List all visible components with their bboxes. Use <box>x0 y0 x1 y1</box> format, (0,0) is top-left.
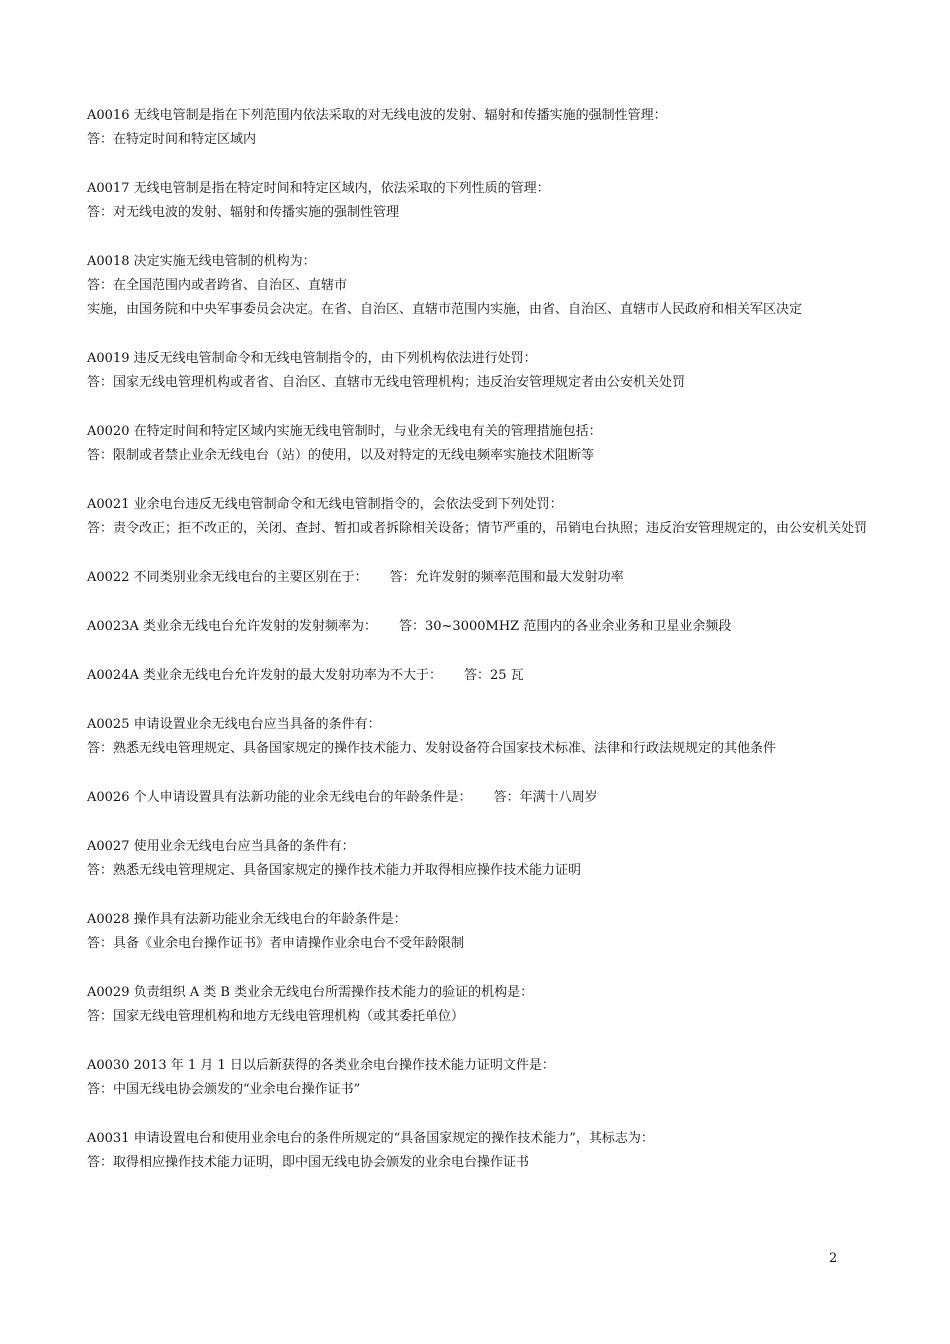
answer-text: 答：中国无线电协会颁发的“业余电台操作证书” <box>87 1082 361 1097</box>
answer-text: 答：国家无线电管理机构和地方无线电管理机构（或其委托单位） <box>87 1009 465 1024</box>
answer-text: 答：熟悉无线电管理规定、具备国家规定的操作技术能力、发射设备符合国家技术标准、法律和行政法规规定的其他条件 <box>87 741 777 756</box>
answer-text: 答：具备《业余电台操作证书》者申请操作业余电台不受年龄限制 <box>87 936 465 951</box>
question-text: A0024A 类业余无线电台允许发射的最大发射功率为不大于： <box>87 668 442 683</box>
question-text: A0028 操作具有法新功能业余无线电台的年龄条件是： <box>87 912 407 927</box>
answer-continuation-text: 实施，由国务院和中央军事委员会决定。在省、自治区、直辖市范围内实施，由省、自治区、直辖市人民政府和相关军区决定 <box>87 302 803 317</box>
qa-item-a0024 <box>87 664 907 688</box>
question-text: A0025 申请设置业余无线电台应当具备的条件有： <box>87 717 381 732</box>
question-text: A0022 不同类别业余无线电台的主要区别在于： <box>87 570 368 585</box>
answer-text: 答：限制或者禁止业余无线电台（站）的使用，以及对特定的无线电频率实施技术阻断等 <box>87 448 595 463</box>
qa-item-a0018 <box>87 250 907 322</box>
question-answer-line <box>87 664 907 688</box>
question-text: A0027 使用业余无线电台应当具备的条件有： <box>87 839 355 854</box>
question-text: A0018 决定实施无线电管制的机构为： <box>87 254 316 269</box>
answer-text: 答：国家无线电管理机构或者省、自治区、直辖市无线电管理机构；违反治安管理规定者由公安机关处罚 <box>87 375 686 390</box>
qa-item-a0020 <box>87 420 907 468</box>
qa-item-a0021 <box>87 493 907 541</box>
question-text: A0029 负责组织 A 类 B 类业余无线电台所需操作技术能力的验证的机构是： <box>87 985 534 1000</box>
qa-item-a0022 <box>87 566 907 590</box>
answer-text: 答：对无线电波的发射、辐射和传播实施的强制性管理 <box>87 205 400 220</box>
answer-text: 答：25 瓦 <box>464 668 524 683</box>
qa-item-a0028 <box>87 908 907 956</box>
answer-text: 答：熟悉无线电管理规定、具备国家规定的操作技术能力并取得相应操作技术能力证明 <box>87 863 582 878</box>
answer-text: 答：允许发射的频率范围和最大发射功率 <box>389 570 624 585</box>
page-number: 2 <box>829 1251 838 1266</box>
qa-item-a0027 <box>87 835 907 883</box>
answer-text: 答：年满十八周岁 <box>493 790 598 805</box>
question-text: A0020 在特定时间和特定区域内实施无线电管制时，与业余无线电有关的管理措施包括： <box>87 424 602 439</box>
question-answer-line <box>87 615 907 639</box>
question-text: A0030 2013 年 1 月 1 日以后新获得的各类业余电台操作技术能力证明文件是： <box>87 1058 555 1073</box>
question-answer-line <box>87 786 907 810</box>
question-text: A0031 申请设置电台和使用业余电台的条件所规定的“具备国家规定的操作技术能力”，其标志为： <box>87 1131 654 1146</box>
question-text: A0023A 类业余无线电台允许发射的发射频率为： <box>87 619 377 634</box>
qa-item-a0019 <box>87 347 907 395</box>
question-text: A0016 无线电管制是指在下列范围内依法采取的对无线电波的发射、辐射和传播实施的强制性管理： <box>87 108 667 123</box>
answer-text: 答：在全国范围内或者跨省、自治区、直辖市 <box>87 278 348 293</box>
answer-text: 答：取得相应操作技术能力证明，即中国无线电协会颁发的业余电台操作证书 <box>87 1155 530 1170</box>
qa-item-a0031 <box>87 1127 907 1175</box>
answer-text: 答：30~3000MHZ 范围内的各业余业务和卫星业余频段 <box>399 619 732 634</box>
qa-item-a0029 <box>87 981 907 1029</box>
qa-item-a0023 <box>87 615 907 639</box>
qa-item-a0026 <box>87 786 907 810</box>
question-text: A0026 个人申请设置具有法新功能的业余无线电台的年龄条件是： <box>87 790 472 805</box>
question-answer-line <box>87 566 907 590</box>
qa-item-a0016 <box>87 104 907 152</box>
qa-item-a0017 <box>87 177 907 225</box>
qa-item-a0025 <box>87 713 907 761</box>
answer-text: 答：在特定时间和特定区域内 <box>87 132 257 147</box>
question-text: A0019 违反无线电管制命令和无线电管制指令的，由下列机构依法进行处罚： <box>87 351 537 366</box>
qa-item-a0030 <box>87 1054 907 1102</box>
qa-list <box>87 104 907 1200</box>
answer-text: 答：责令改正；拒不改正的，关闭、查封、暂扣或者拆除相关设备；情节严重的，吊销电台执照；违反治安管理规定的，由公安机关处罚 <box>87 521 868 536</box>
question-text: A0021 业余电台违反无线电管制命令和无线电管制指令的，会依法受到下列处罚： <box>87 497 563 512</box>
question-text: A0017 无线电管制是指在特定时间和特定区域内，依法采取的下列性质的管理： <box>87 181 550 196</box>
